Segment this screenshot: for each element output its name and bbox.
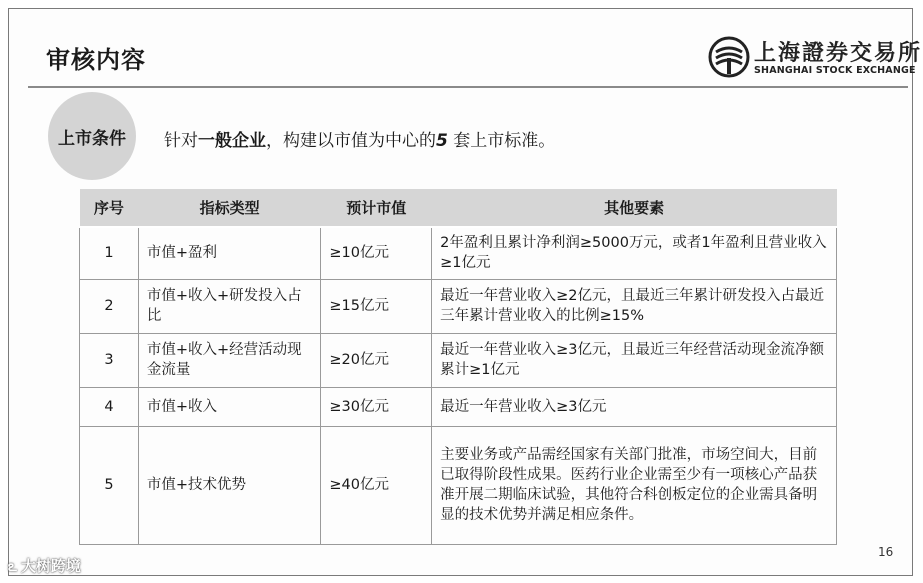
cell-other: 2年盈利且累计净利润≥5000万元，或者1年盈利且营业收入≥1亿元 <box>432 227 837 279</box>
cell-type: 市值+技术优势 <box>138 426 321 544</box>
page-number: 16 <box>878 545 894 559</box>
intro-emphasis-count: 5 <box>436 131 448 151</box>
intro-text <box>164 126 555 151</box>
intro-emphasis-general: 一般企业 <box>198 131 266 151</box>
cell-cap: ≥20亿元 <box>321 333 432 387</box>
intro-middle: ，构建以市值为中心的 <box>266 131 436 151</box>
page-title: 审核内容 <box>46 46 146 74</box>
watermark <box>8 555 81 579</box>
table-row <box>80 426 837 544</box>
cell-cap: ≥30亿元 <box>321 387 432 426</box>
title-divider <box>28 86 908 88</box>
table-row <box>80 227 837 279</box>
table-row <box>80 387 837 426</box>
cell-no: 5 <box>80 426 139 544</box>
listing-criteria-table <box>79 189 837 545</box>
cell-other: 主要业务或产品需经国家有关部门批准，市场空间大，目前已取得阶段性成果。医药行业企业需至少有一项核心产品获准开展二期临床试验，其他符合科创板定位的企业需具备明显的技术优势并满足相应条件。 <box>432 426 837 544</box>
intro-suffix: 套上市标准。 <box>447 131 556 151</box>
cell-no: 2 <box>80 279 139 333</box>
table-row <box>80 333 837 387</box>
cell-no: 3 <box>80 333 139 387</box>
cell-type: 市值+收入+研发投入占比 <box>138 279 321 333</box>
cell-other: 最近一年营业收入≥3亿元 <box>432 387 837 426</box>
column-header-other: 其他要素 <box>432 189 837 227</box>
cell-type: 市值+盈利 <box>138 227 321 279</box>
sse-logo-icon <box>708 36 750 78</box>
cell-no: 4 <box>80 387 139 426</box>
cell-other: 最近一年营业收入≥2亿元，且最近三年累计研发投入占最近三年累计营业收入的比例≥15% <box>432 279 837 333</box>
cell-no: 1 <box>80 227 139 279</box>
exchange-logo <box>708 36 923 80</box>
column-header-no: 序号 <box>80 189 139 227</box>
cell-cap: ≥10亿元 <box>321 227 432 279</box>
table-row <box>80 279 837 333</box>
cell-other: 最近一年营业收入≥3亿元，且最近三年经营活动现金流净额累计≥1亿元 <box>432 333 837 387</box>
section-badge-label: 上市条件 <box>58 129 126 149</box>
cell-cap: ≥40亿元 <box>321 426 432 544</box>
logo-english-name: SHANGHAI STOCK EXCHANGE <box>754 65 916 76</box>
cell-type: 市值+收入+经营活动现金流量 <box>138 333 321 387</box>
watermark-logo-icon: ఽ <box>8 557 17 575</box>
watermark-text: 大树跨境 <box>20 557 81 575</box>
cell-cap: ≥15亿元 <box>321 279 432 333</box>
intro-prefix: 针对 <box>164 131 198 151</box>
logo-chinese-name: 上海證券交易所 <box>754 40 923 66</box>
cell-type: 市值+收入 <box>138 387 321 426</box>
table-header-row <box>80 189 837 227</box>
column-header-type: 指标类型 <box>138 189 321 227</box>
column-header-cap: 预计市值 <box>321 189 432 227</box>
